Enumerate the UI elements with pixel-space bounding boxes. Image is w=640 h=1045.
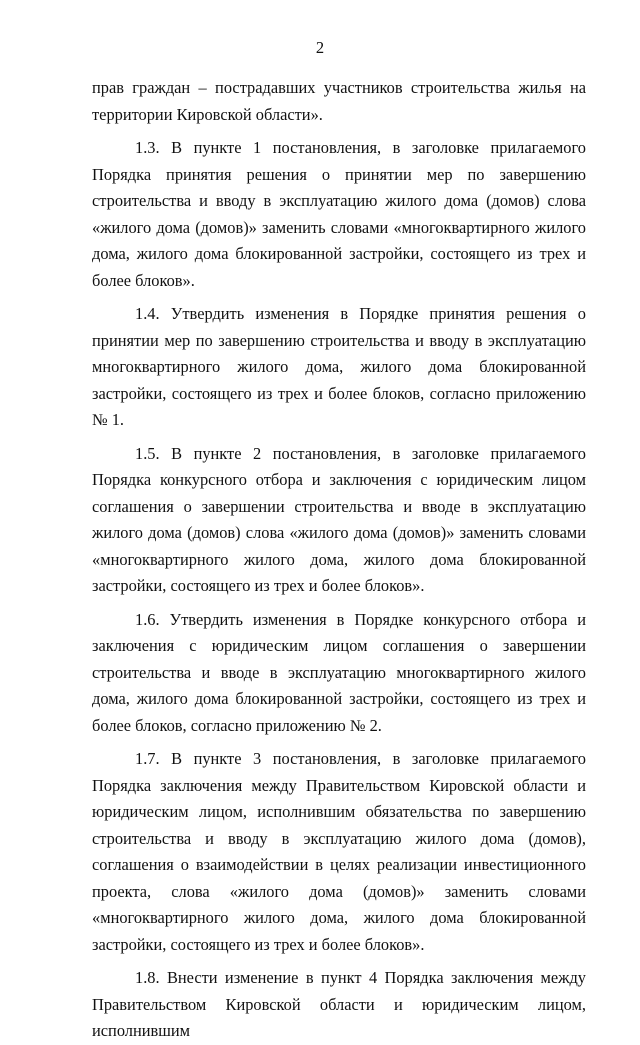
paragraph-1-7: 1.7. В пункте 3 постановления, в заголовке прилагаемого Порядка заключения между Правительством Кировской области и юридическим лицом, исполнившим обязательства по завершению строительства и вводу в эксплуатацию жилого дома (домов), соглашения о взаимодействии в целях реализации инвестиционного проекта, слова «жилого дома (домов)» заменить словами «многоквартирного жилого дома, жилого дома блокированной застройки, состоящего из трех и более блоков». — [92, 749, 586, 954]
document-body — [92, 75, 586, 1045]
paragraph-1-3: 1.3. В пункте 1 постановления, в заголовке прилагаемого Порядка принятия решения о принятии мер по завершению строительства и вводу в эксплуатацию жилого дома (домов) слова «жилого дома (домов)» заменить словами «многоквартирного жилого дома, жилого дома блокированной застройки, состоящего из трех и более блоков». — [92, 138, 586, 290]
page-number: 2 — [315, 38, 325, 57]
paragraph-1-5: 1.5. В пункте 2 постановления, в заголовке прилагаемого Порядка конкурсного отбора и заключения с юридическим лицом соглашения о завершении строительства и вводе в эксплуатацию жилого дома (домов) слова «жилого дома (домов)» заменить словами «многоквартирного жилого дома, жилого дома блокированной застройки, состоящего из трех и более блоков». — [92, 443, 586, 595]
paragraph-1-6: 1.6. Утвердить изменения в Порядке конкурсного отбора и заключения с юридическим лицом соглашения о завершении строительства и вводе в эксплуатацию многоквартирного жилого дома, жилого дома блокированной застройки, состоящего из трех и более блоков, согласно приложению № 2. — [92, 609, 586, 735]
paragraph-1-8: 1.8. Внести изменение в пункт 4 Порядка заключения между Правительством Кировской области и юридическим лицом, исполнившим — [92, 968, 586, 1040]
paragraph-continuation: прав граждан – пострадавших участников строительства жилья на территории Кировской области». — [92, 78, 586, 124]
paragraph-1-4: 1.4. Утвердить изменения в Порядке принятия решения о принятии мер по завершению строительства и вводу в эксплуатацию многоквартирного жилого дома, жилого дома блокированной застройки, состоящего из трех и более блоков, согласно приложению № 1. — [92, 304, 586, 429]
